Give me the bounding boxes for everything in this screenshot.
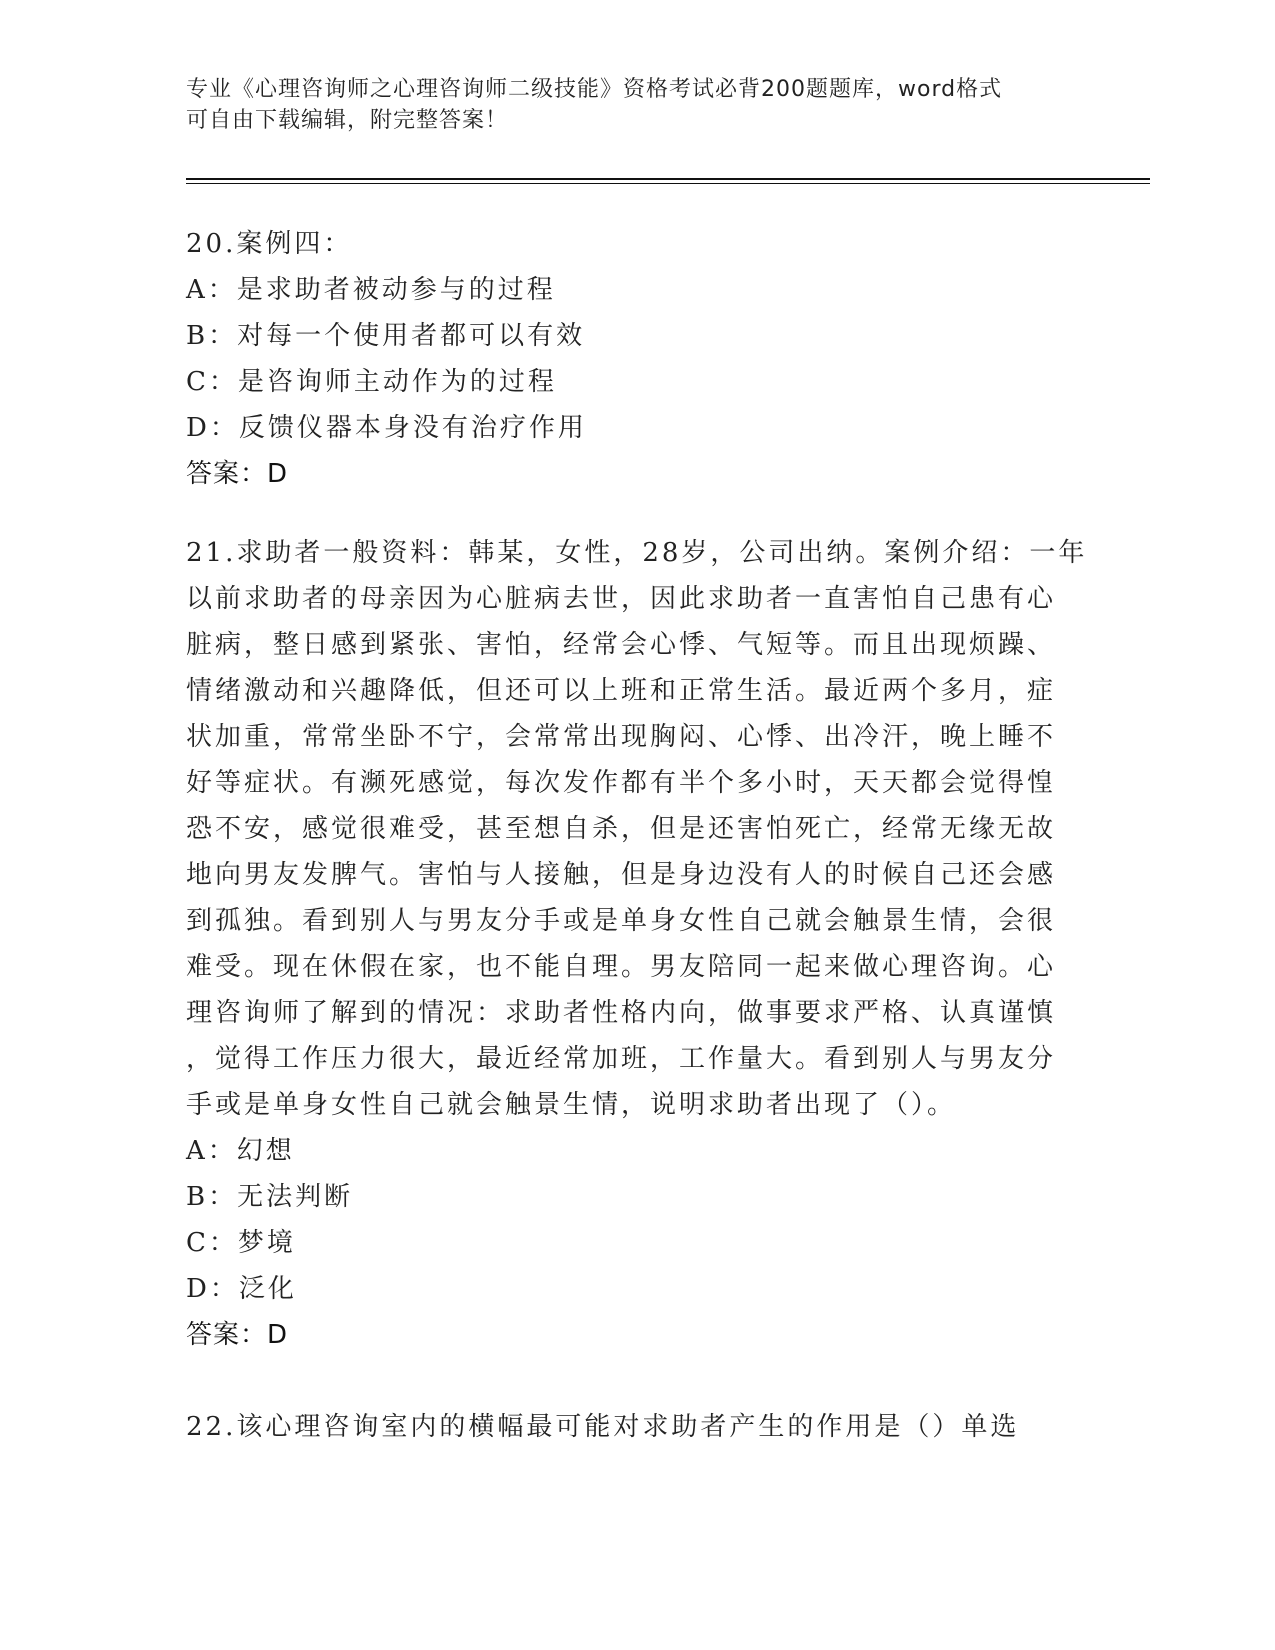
header-divider-thin (186, 183, 1150, 184)
question-21-stem-line: 脏病，整日感到紧张、害怕，经常会心悸、气短等。而且出现烦躁、 (186, 630, 1057, 660)
question-21-stem-line: 好等症状。有濒死感觉，每次发作都有半个多小时，天天都会觉得惶 (186, 768, 1057, 798)
question-21-stem-line: 到孤独。看到别人与男友分手或是单身女性自己就会触景生情，会很 (186, 906, 1057, 936)
question-21-stem-line: 以前求助者的母亲因为心脏病去世，因此求助者一直害怕自己患有心 (186, 584, 1057, 614)
question-21-option-d: D：泛化 (186, 1274, 297, 1304)
question-21-stem-line: 21.求助者一般资料：韩某，女性，28岁，公司出纳。案例介绍：一年 (186, 538, 1088, 568)
document-header (186, 74, 1066, 136)
question-21-answer: 答案：D (186, 1320, 289, 1350)
header-divider-thick (186, 178, 1150, 180)
question-21-stem-line: 手或是单身女性自己就会触景生情，说明求助者出现了（）。 (186, 1090, 957, 1120)
question-22 (186, 1404, 1066, 1450)
question-21-stem-line: 理咨询师了解到的情况：求助者性格内向，做事要求严格、认真谨慎 (186, 998, 1057, 1028)
question-21-option-c: C：梦境 (186, 1228, 296, 1258)
question-21-stem-line: 地向男友发脾气。害怕与人接触，但是身边没有人的时候自己还会感 (186, 860, 1057, 890)
question-21-stem-line: ，觉得工作压力很大，最近经常加班，工作量大。看到别人与男友分 (186, 1044, 1057, 1074)
question-21-option-b: B：无法判断 (186, 1182, 354, 1212)
question-21-stem-line: 状加重，常常坐卧不宁，会常常出现胸闷、心悸、出冷汗，晚上睡不 (186, 722, 1057, 752)
header-title-line-1: 专业《心理咨询师之心理咨询师二级技能》资格考试必背200题题库，word格式 (186, 77, 1003, 102)
question-21 (186, 530, 1088, 1358)
header-title-line-2: 可自由下载编辑，附完整答案！ (186, 108, 509, 133)
question-20-option-d: D：反馈仪器本身没有治疗作用 (186, 413, 587, 443)
question-20-answer: 答案：D (186, 459, 289, 489)
question-21-stem-line: 难受。现在休假在家，也不能自理。男友陪同一起来做心理咨询。心 (186, 952, 1057, 982)
question-20-option-b: B：对每一个使用者都可以有效 (186, 321, 586, 351)
question-20-option-c: C：是咨询师主动作为的过程 (186, 367, 557, 397)
question-20-stem: 20.案例四： (186, 229, 353, 259)
question-21-stem-line: 情绪激动和兴趣降低，但还可以上班和正常生活。最近两个多月，症 (186, 676, 1057, 706)
question-21-stem-line: 恐不安，感觉很难受，甚至想自杀，但是还害怕死亡，经常无缘无故 (186, 814, 1057, 844)
question-21-option-a: A：幻想 (186, 1136, 295, 1166)
question-20 (186, 221, 1066, 497)
question-20-option-a: A：是求助者被动参与的过程 (186, 275, 556, 305)
question-22-stem: 22.该心理咨询室内的横幅最可能对求助者产生的作用是（）单选 (186, 1412, 1020, 1442)
